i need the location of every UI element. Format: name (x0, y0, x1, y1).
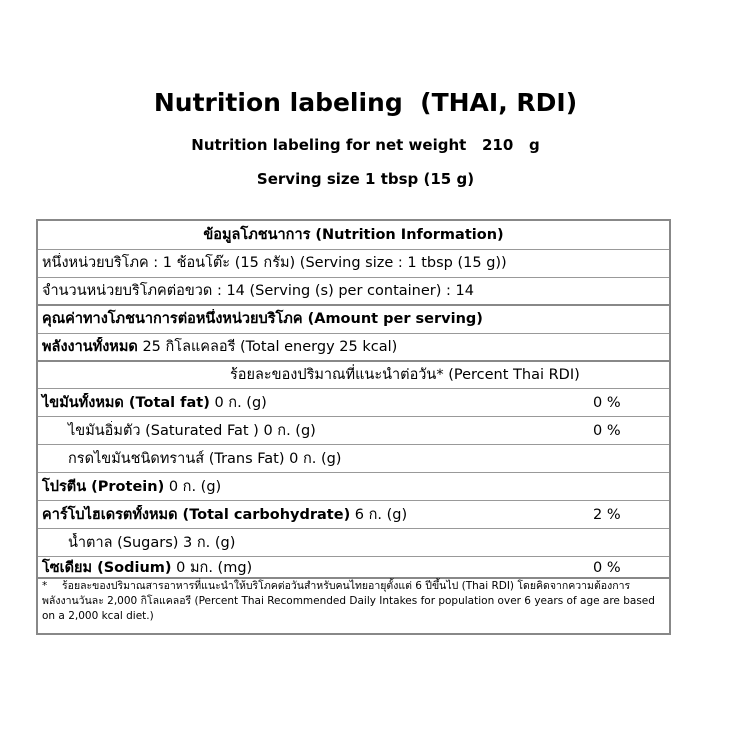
divider (38, 556, 669, 557)
rdi-heading: ร้อยละของปริมาณที่แนะนำต่อวัน* (Percent Thai RDI) (230, 367, 580, 383)
trans-fat-row: กรดไขมันชนิดทรานส์ (Trans Fat) 0 ก. (g) (68, 451, 342, 467)
serving-size-line: Serving size 1 tbsp (15 g) (256, 170, 475, 188)
total-fat-value: 0 ก. (g) (209, 395, 267, 411)
sugars-row: น้ำตาล (Sugars) 3 ก. (g) (68, 535, 236, 551)
net-weight-line: Nutrition labeling for net weight 210 g (191, 136, 540, 154)
divider (38, 249, 669, 250)
saturated-fat-row: ไขมันอิ่มตัว (Saturated Fat ) 0 ก. (g) (68, 423, 316, 439)
sodium-label: โซเดียม (Sodium) (42, 560, 172, 576)
protein-value: 0 ก. (g) (164, 479, 222, 495)
energy-row (38, 337, 669, 357)
divider (38, 500, 669, 501)
carbohydrate-pct: 2 % (593, 507, 621, 523)
carbohydrate-label: คาร์โบไฮเดรตทั้งหมด (Total carbohydrate) (42, 507, 351, 523)
protein-label: โปรตีน (Protein) (42, 479, 165, 495)
total-fat-row (38, 393, 669, 413)
carbohydrate-value: 6 ก. (g) (350, 507, 408, 523)
footnote (38, 579, 669, 624)
serving-line: หนึ่งหน่วยบริโภค : 1 ช้อนโต๊ะ (15 กรัม) (Serving size : 1 tbsp (15 g)) (42, 255, 507, 271)
energy-value: 25 กิโลแคลอรี (Total energy 25 kcal) (137, 339, 398, 355)
divider (38, 360, 669, 362)
sodium-pct: 0 % (593, 560, 621, 576)
carbohydrate-row (38, 505, 669, 525)
protein-row (38, 477, 669, 497)
amount-heading: คุณค่าทางโภชนาการต่อหนึ่งหน่วยบริโภค (Amount per serving) (42, 311, 483, 327)
divider (38, 304, 669, 306)
divider (38, 388, 669, 389)
total-fat-label: ไขมันทั้งหมด (Total fat) (42, 395, 210, 411)
energy-label: พลังงานทั้งหมด (42, 339, 138, 355)
divider (38, 472, 669, 473)
divider (38, 528, 669, 529)
footnote-star: * (42, 580, 48, 592)
divider (38, 277, 669, 278)
sodium-value: 0 มก. (mg) (171, 560, 253, 576)
divider (38, 416, 669, 417)
divider (38, 444, 669, 445)
table-heading: ข้อมูลโภชนาการ (Nutrition Information) (203, 227, 504, 243)
total-fat-pct: 0 % (593, 395, 621, 411)
nutrition-table (36, 219, 671, 635)
servings-per-container: จำนวนหน่วยบริโภคต่อขวด : 14 (Serving (s) per container) : 14 (42, 283, 474, 299)
saturated-fat-pct: 0 % (593, 423, 621, 439)
footnote-text: ร้อยละของปริมาณสารอาหารที่แนะนำให้บริโภคต่อวันสำหรับคนไทยอายุตั้งแต่ 6 ปีขึ้นไป (Thai RDI) โดยคิดจากความต้องการพลังงานวันละ 2,000 กิโลแคลอรี (Percent Thai Recommended Daily Intakes for population over 6 years of age are based on a 2,000 kcal diet.) (42, 580, 655, 622)
sodium-row (38, 558, 669, 578)
divider (38, 333, 669, 334)
page-title: Nutrition labeling (THAI, RDI) (153, 88, 578, 117)
